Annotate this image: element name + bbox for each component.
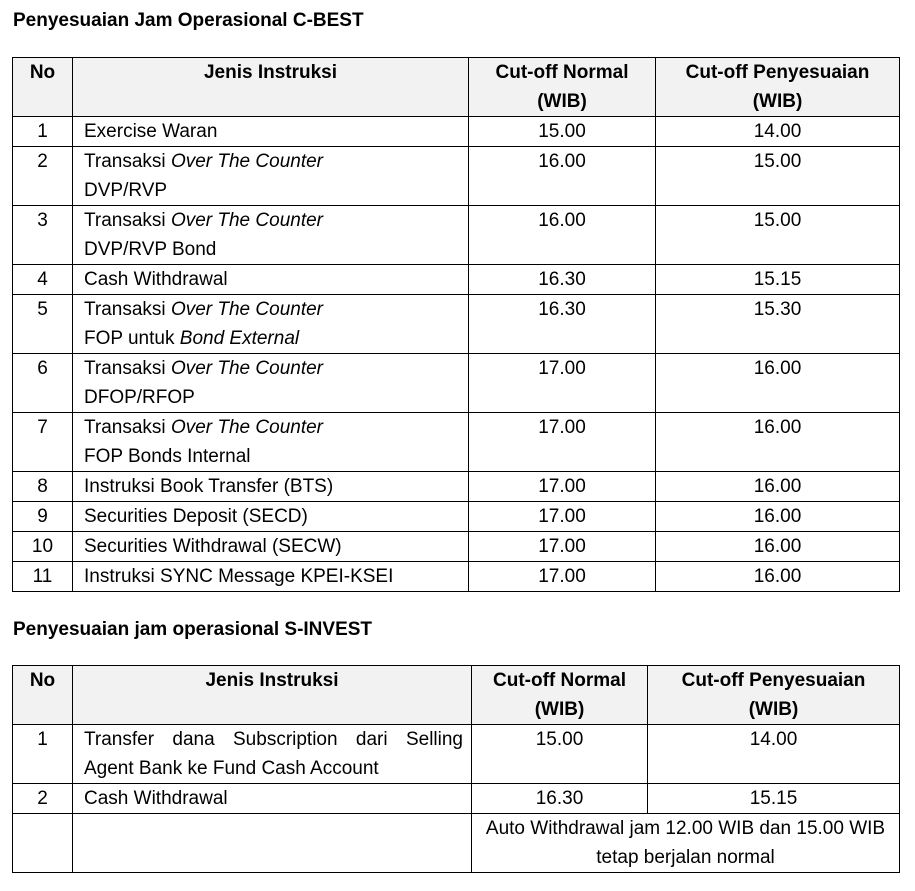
col-header-jenis: Jenis Instruksi (73, 58, 469, 117)
col-header-normal: Cut-off Normal (WIB) (472, 666, 648, 725)
table-row: 11 Instruksi SYNC Message KPEI-KSEI 17.00 16.00 (13, 562, 900, 592)
table-row: 9 Securities Deposit (SECD) 17.00 16.00 (13, 502, 900, 532)
table-row: 1 Exercise Waran 15.00 14.00 (13, 117, 900, 147)
col-header-adjusted: Cut-off Penyesuaian (WIB) (656, 58, 900, 117)
table-row: 7 Transaksi Over The Counter FOP Bonds Internal 17.00 16.00 (13, 413, 900, 472)
sinvest-table (12, 665, 900, 873)
col-header-adjusted: Cut-off Penyesuaian (WIB) (648, 666, 900, 725)
table-row: 6 Transaksi Over The Counter DFOP/RFOP 17.00 16.00 (13, 354, 900, 413)
table-header-row (13, 666, 900, 725)
table-row: 4 Cash Withdrawal 16.30 15.15 (13, 265, 900, 295)
section-title-sinvest: Penyesuaian jam operasional S-INVEST (13, 619, 373, 640)
section-title-cbest: Penyesuaian Jam Operasional C-BEST (13, 10, 364, 31)
table-row: 5 Transaksi Over The Counter FOP untuk Bond External 16.30 15.30 (13, 295, 900, 354)
col-header-jenis: Jenis Instruksi (73, 666, 472, 725)
table-row-note (13, 814, 900, 873)
cbest-table (12, 57, 900, 592)
table-row: 2 Transaksi Over The Counter DVP/RVP 16.00 15.00 (13, 147, 900, 206)
table-row: 3 Transaksi Over The Counter DVP/RVP Bond 16.00 15.00 (13, 206, 900, 265)
col-header-no: No (13, 666, 73, 725)
auto-withdrawal-note: Auto Withdrawal jam 12.00 WIB dan 15.00 WIB tetap berjalan normal (472, 814, 900, 873)
table-header-row (13, 58, 900, 117)
table-row: 2 Cash Withdrawal 16.30 15.15 (13, 784, 900, 814)
table-row: 8 Instruksi Book Transfer (BTS) 17.00 16.00 (13, 472, 900, 502)
col-header-normal: Cut-off Normal (WIB) (469, 58, 656, 117)
table-row: 1 Transfer dana Subscription dari Selling Agent Bank ke Fund Cash Account 15.00 14.00 (13, 725, 900, 784)
table-row: 10 Securities Withdrawal (SECW) 17.00 16.00 (13, 532, 900, 562)
col-header-no: No (13, 58, 73, 117)
